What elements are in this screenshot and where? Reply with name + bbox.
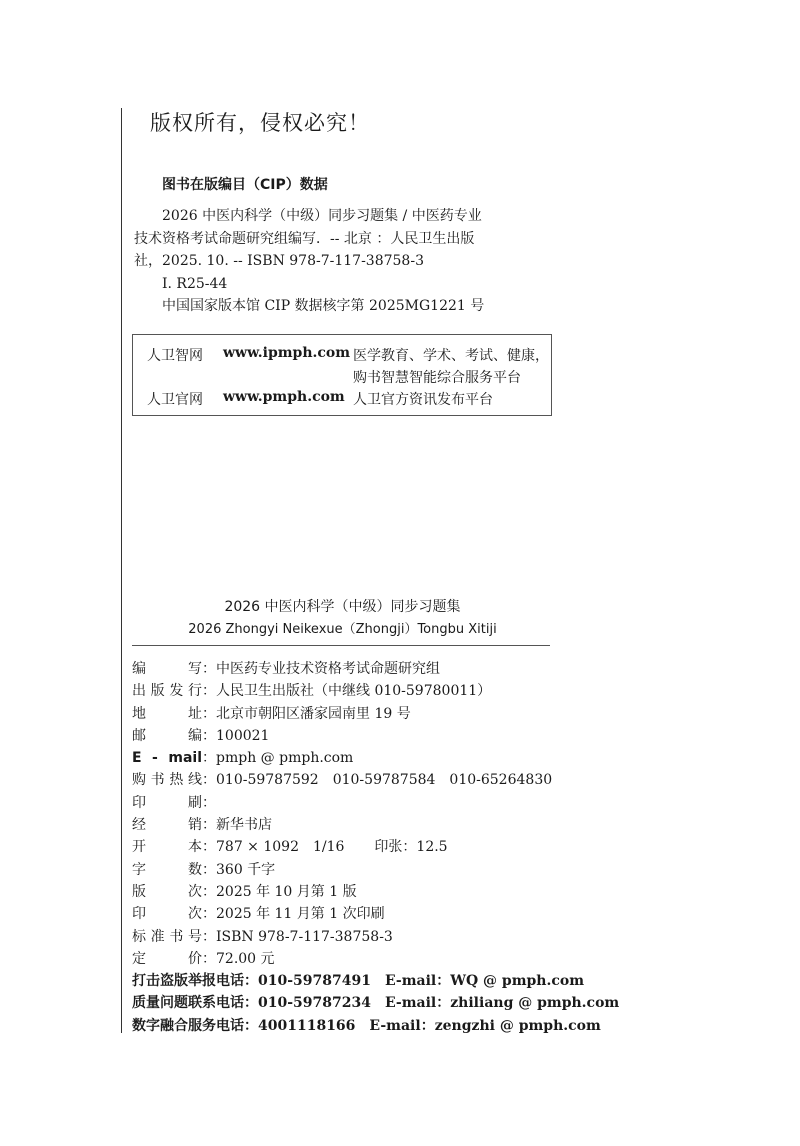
- website-name: 人卫智网: [147, 348, 203, 364]
- info-row-publisher: 出版发行：人民卫生出版社（中继线 010-59780011）: [132, 683, 492, 700]
- info-row-price: 定 价：72.00 元: [132, 950, 275, 967]
- info-row-format: 开 本：787 × 1092 1/16 印张：12.5: [132, 839, 448, 856]
- info-row-isbn: 标准书号：ISBN 978-7-117-38758-3: [132, 928, 393, 945]
- info-row-distributor: 经 销：新华书店: [132, 817, 272, 834]
- email-link[interactable]: zhiliang @ pmph.com: [450, 995, 620, 1012]
- website-description: 医学教育、学术、考试、健康，: [353, 348, 549, 364]
- website-url-link[interactable]: www.pmph.com: [223, 389, 345, 405]
- cip-line: 社，2025. 10. -- ISBN 978-7-117-38758-3: [134, 253, 424, 269]
- email-link[interactable]: zengzhi @ pmph.com: [434, 1017, 601, 1034]
- book-title: 2026 中医内科学（中级）同步习题集: [224, 599, 461, 615]
- publication-info: [132, 658, 620, 1037]
- info-row-hotline: 购书热线：010-59787592 010-59787584 010-65264830: [132, 772, 553, 789]
- info-row-postcode: 邮 编：100021: [132, 727, 270, 744]
- website-url-link[interactable]: www.ipmph.com: [223, 345, 351, 361]
- cip-line: 2026 中医内科学（中级）同步习题集 / 中医药专业: [162, 208, 482, 224]
- copyright-notice: 版权所有，侵权必究！: [150, 111, 370, 135]
- website-description: 人卫官方资讯发布平台: [353, 392, 493, 408]
- info-row-wordcount: 字 数：360 千字: [132, 861, 276, 878]
- email-link[interactable]: WQ @ pmph.com: [450, 973, 585, 990]
- margin-rule: [121, 108, 122, 1033]
- cip-line: 中国国家版本馆 CIP 数据核字第 2025MG1221 号: [162, 298, 485, 314]
- info-row-printer: 印 刷：: [132, 794, 216, 811]
- contact-row-digital: 数字融合服务电话：4001118166 E-mail：zengzhi @ pmph.com: [132, 1017, 601, 1034]
- book-subtitle-pinyin: 2026 Zhongyi Neikexue（Zhongji）Tongbu Xitiji: [188, 622, 497, 637]
- cip-heading: 图书在版编目（CIP）数据: [162, 177, 328, 193]
- website-box: [132, 334, 552, 416]
- cip-data-block: [134, 205, 544, 318]
- contact-row-quality: 质量问题联系电话：010-59787234 E-mail：zhiliang @ pmph.com: [132, 995, 620, 1012]
- info-row-email: E - mail：pmph @ pmph.com: [132, 750, 354, 767]
- divider: [132, 645, 550, 646]
- website-description: 购书智慧智能综合服务平台: [353, 370, 521, 386]
- info-row-edition: 版 次：2025 年 10 月第 1 版: [132, 883, 357, 900]
- website-name: 人卫官网: [147, 392, 203, 408]
- email-link[interactable]: pmph @ pmph.com: [216, 750, 354, 767]
- info-row-address: 地 址：北京市朝阳区潘家园南里 19 号: [132, 705, 411, 722]
- info-row-printing: 印 次：2025 年 11 月第 1 次印刷: [132, 906, 385, 923]
- cip-line: Ⅰ. R25-44: [162, 275, 228, 292]
- contact-row-piracy: 打击盗版举报电话：010-59787491 E-mail：WQ @ pmph.com: [132, 973, 585, 990]
- info-row-author: 编 写：中医药专业技术资格考试命题研究组: [132, 661, 440, 677]
- cip-line: 技术资格考试命题研究组编写．-- 北京 ：人民卫生出版: [134, 230, 475, 247]
